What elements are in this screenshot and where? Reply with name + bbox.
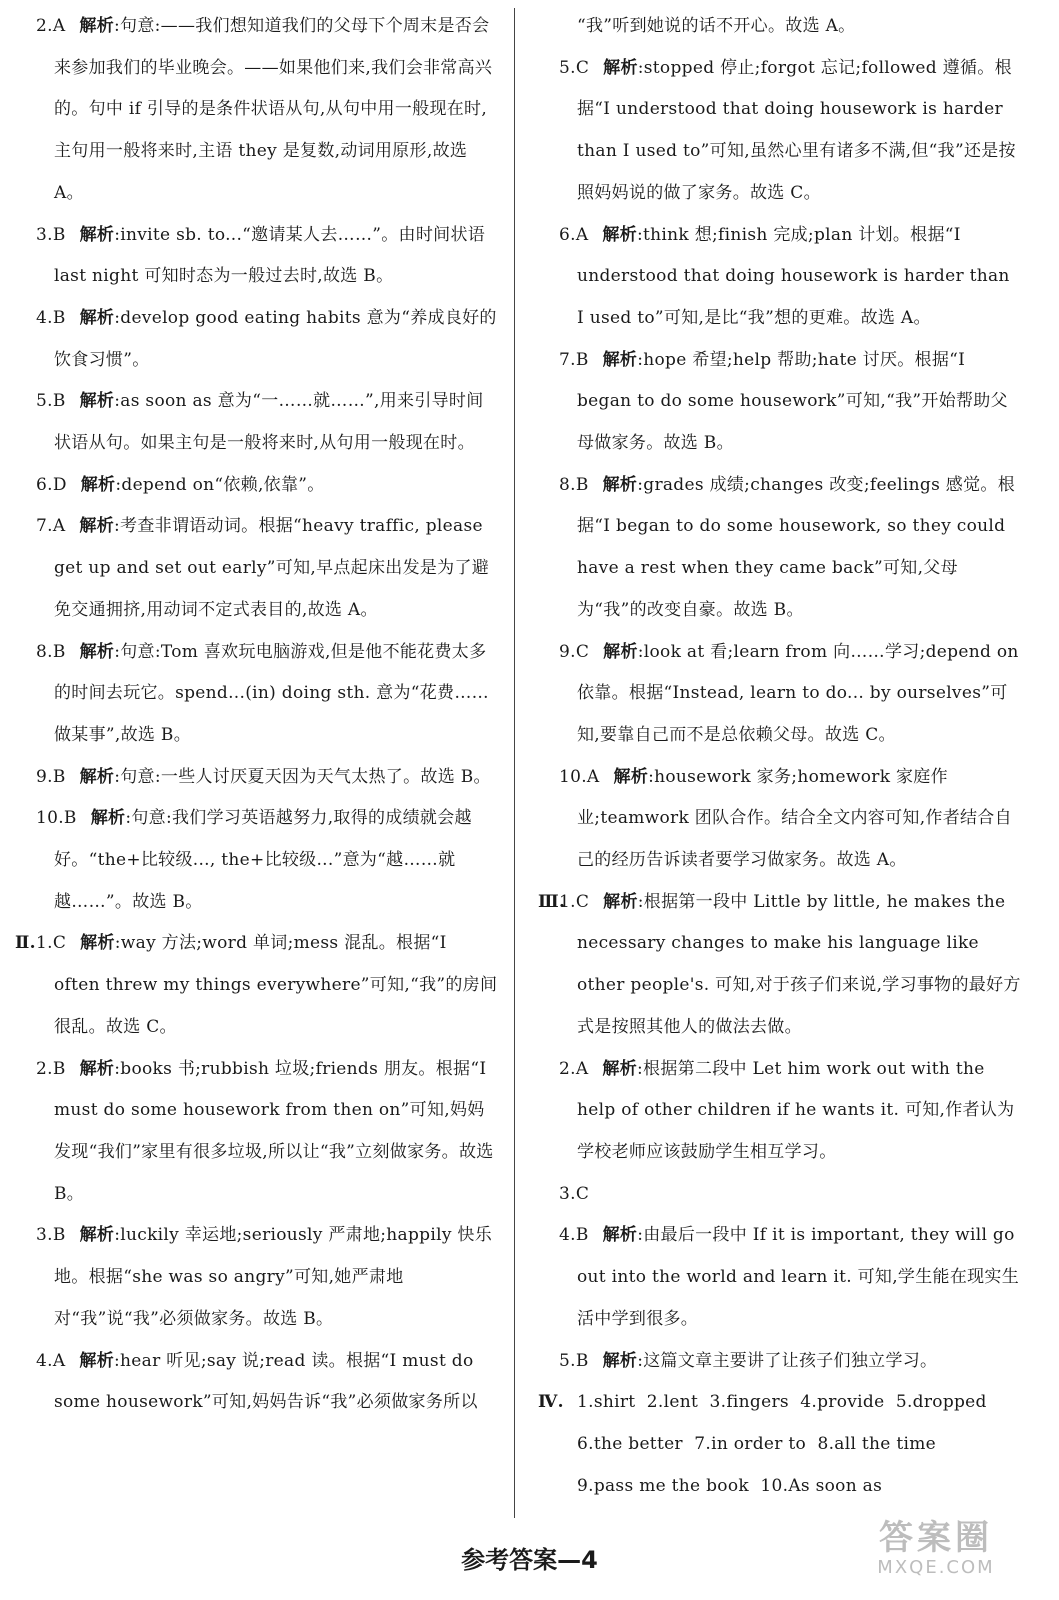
answer-item [36, 1215, 498, 1340]
analysis-keyword: 解析 [79, 307, 115, 328]
answer-text [559, 1466, 1021, 1508]
analysis-keyword: 解析 [79, 1225, 115, 1246]
analysis-keyword: 解析 [602, 224, 638, 245]
answer-number: 7.B [559, 349, 589, 370]
answer-text [36, 381, 498, 464]
column-divider [514, 8, 515, 1518]
answer-item [559, 1466, 1021, 1508]
answer-item [559, 1341, 1021, 1383]
answer-number: 7.A [36, 516, 66, 537]
answer-number: 10.A [559, 766, 600, 787]
analysis-keyword: 解析 [79, 1350, 115, 1371]
answer-text [559, 1341, 1021, 1383]
analysis-keyword: 解析 [602, 349, 638, 370]
answer-text [36, 798, 498, 923]
answer-number: 3.B [36, 1225, 66, 1246]
answer-text [36, 757, 498, 799]
explanation-text: 1.shirt 2.lent 3.fingers 4.provide 5.dropped [577, 1392, 987, 1413]
answer-item [538, 882, 1021, 1049]
answer-number: 5.B [36, 391, 66, 412]
analysis-keyword: 解析 [79, 641, 115, 662]
analysis-keyword: 解析 [602, 474, 638, 495]
explanation-text: :句意:我们学习英语越努力,取得的成绩就会越好。“the+比较级..., the+比较级...”意为“越……就越……”。故选 B。 [54, 808, 472, 912]
explanation-text: :luckily 幸运地;seriously 严肃地;happily 快乐地。根据“she was so angry”可知,她严肃地对“我”说“我”必须做家务。故选 B。 [54, 1225, 493, 1329]
answer-text [559, 340, 1021, 465]
answer-item [559, 1049, 1021, 1174]
analysis-keyword: 解析 [602, 1058, 638, 1079]
analysis-keyword: 解析 [602, 1225, 638, 1246]
page-footer: 参考答案—4 [461, 1546, 598, 1574]
watermark-text: 答案圈 [879, 1518, 993, 1558]
answer-text [36, 506, 498, 631]
section-number: Ⅳ. [538, 1392, 564, 1413]
answer-item [559, 1174, 1021, 1216]
explanation-text: :stopped 停止;forgot 忘记;followed 遵循。根据“I understood that doing housework is harder than I used to”可知,虽然心里有诸多不满,但“我”还是按照妈妈说的做了家务。故选 C。 [577, 57, 1016, 203]
answer-item [559, 465, 1021, 632]
answer-text [36, 298, 498, 381]
analysis-keyword: 解析 [80, 933, 115, 954]
explanation-text: :句意:Tom 喜欢玩电脑游戏,但是他不能花费太多的时间去玩它。spend...(in) doing sth. 意为“花费……做某事”,故选 B。 [54, 641, 489, 745]
explanation-text: :句意:一些人讨厌夏天因为天气太热了。故选 B。 [114, 766, 491, 787]
analysis-keyword: 解析 [90, 808, 126, 829]
explanation-text: :invite sb. to...“邀请某人去……”。由时间状语 last night 可知时态为一般过去时,故选 B。 [54, 224, 491, 287]
answer-text [559, 48, 1021, 215]
left-column [15, 6, 500, 1424]
answer-text [559, 632, 1025, 757]
answer-item [559, 1215, 1021, 1340]
answer-number: 4.B [36, 307, 66, 328]
explanation-text: :way 方法;word 单词;mess 混乱。根据“I often threw my things everywhere”可知,“我”的房间很乱。故选 C。 [54, 933, 498, 1037]
answer-text [559, 1424, 1021, 1466]
answer-number: 8.B [559, 474, 589, 495]
explanation-text: :depend on“依赖,依靠”。 [115, 474, 325, 495]
answer-item [559, 48, 1021, 215]
analysis-keyword: 解析 [603, 891, 638, 912]
answer-number: 1.C [559, 891, 590, 912]
answer-item [36, 381, 498, 464]
right-column [538, 6, 1025, 1507]
explanation-text: :hope 希望;help 帮助;hate 讨厌。根据“I began to do some housework”可知,“我”开始帮助父母做家务。故选 B。 [577, 349, 1008, 454]
answer-item [538, 1382, 1021, 1424]
analysis-keyword: 解析 [613, 766, 649, 787]
analysis-keyword: 解析 [79, 224, 115, 245]
section-number: Ⅲ. [538, 891, 566, 912]
answer-number: 2.B [36, 1058, 66, 1079]
answer-text [36, 6, 498, 215]
explanation-text: :根据第二段中 Let him work out with the help of other children if he wants it. 可知,作者认为学校老师应该鼓励学生相互学习。 [577, 1058, 1015, 1162]
explanation-text: :develop good eating habits 意为“养成良好的饮食习惯”。 [54, 307, 497, 370]
answer-number: 10.B [36, 808, 77, 829]
answer-text [559, 1215, 1021, 1340]
explanation-text: 6.the better 7.in order to 8.all the time [577, 1433, 937, 1454]
analysis-keyword: 解析 [79, 516, 115, 537]
analysis-keyword: 解析 [602, 1350, 638, 1371]
answer-item [36, 1341, 498, 1424]
answer-text [36, 632, 498, 757]
answer-number: 6.A [559, 224, 589, 245]
answer-text [559, 6, 1021, 48]
analysis-keyword: 解析 [603, 641, 638, 662]
explanation-text: :hear 听见;say 说;read 读。根据“I must do some housework”可知,妈妈告诉“我”必须做家务所以 [54, 1350, 480, 1413]
analysis-keyword: 解析 [79, 766, 115, 787]
explanation-text: :books 书;rubbish 垃圾;friends 朋友。根据“I must do some housework from then on”可知,妈妈发现“我们”家里有很多垃圾,所以让“我”立刻做家务。故选 B。 [54, 1058, 500, 1204]
answer-text [559, 1174, 1021, 1216]
explanation-text: :这篇文章主要讲了让孩子们独立学习。 [637, 1350, 938, 1371]
answer-item [559, 632, 1025, 757]
explanation-text: :grades 成绩;changes 改变;feelings 感觉。根据“I began to do some housework, so they could have a rest when they came back”可知,父母为“我”的改变自豪。故选 B。 [577, 474, 1016, 620]
explanation-text: :as soon as 意为“一……就……”,用来引导时间状语从句。如果主句是一般将来时,从句用一般现在时。 [54, 391, 484, 454]
answer-item [36, 632, 498, 757]
watermark-url: MXQE.COM [877, 1557, 995, 1578]
answer-text [559, 757, 1021, 882]
answer-item [559, 757, 1021, 882]
answer-number: 8.B [36, 641, 66, 662]
answer-number: 9.B [36, 766, 66, 787]
answer-number: 5.B [559, 1350, 589, 1371]
answer-number: 4.A [36, 1350, 66, 1371]
answer-number: 3.B [36, 224, 66, 245]
analysis-keyword: 解析 [603, 57, 638, 78]
answer-number: 2.A [559, 1058, 589, 1079]
answer-item [36, 757, 498, 799]
answer-item [36, 1049, 498, 1216]
answer-text [559, 1049, 1021, 1174]
analysis-keyword: 解析 [80, 474, 116, 495]
answer-number: 2.A [36, 16, 66, 36]
explanation-text: :think 想;finish 完成;plan 计划。根据“I understood that doing housework is harder than I used to”可知,是比“我”想的更难。故选 A。 [577, 224, 1016, 328]
answer-item [559, 1424, 1021, 1466]
watermark-logo [841, 1518, 1031, 1582]
explanation-text: :look at 看;learn from 向……学习;depend on 依靠。根据“Instead, learn to do... by ourselves”可知,要靠自己而不是总依赖父母。故选 C。 [577, 641, 1025, 745]
analysis-keyword: 解析 [79, 16, 115, 36]
explanation-text: :housework 家务;homework 家庭作业;teamwork 团队合作。结合全文内容可知,作者结合自己的经历告诉读者要学习做家务。故选 A。 [577, 766, 1012, 871]
answer-item [36, 506, 498, 631]
answer-number: 9.C [559, 641, 590, 662]
explanation-text: “我”听到她说的话不开心。故选 A。 [577, 16, 856, 36]
analysis-keyword: 解析 [79, 1058, 115, 1079]
answer-item [36, 298, 498, 381]
answer-number: 5.C [559, 57, 590, 78]
answer-text [559, 465, 1021, 632]
answer-text [36, 1215, 498, 1340]
explanation-text: :由最后一段中 If it is important, they will go out into the world and learn it. 可知,学生能在现实生活中学到很多。 [577, 1225, 1021, 1329]
explanation-text: 9.pass me the book 10.As soon as [577, 1475, 883, 1496]
answer-item [15, 923, 498, 1048]
explanation-text: :考查非谓语动词。根据“heavy traffic, please get up and set out early”可知,早点起床出发是为了避免交通拥挤,用动词不定式表目的,故选 A。 [54, 516, 490, 620]
explanation-text: :根据第一段中 Little by little, he makes the necessary changes to make his language like other people's. 可知,对于孩子们来说,学习事物的最好方式是按照其他人的做法去做。 [577, 891, 1021, 1037]
answer-item [36, 465, 498, 507]
answer-text [36, 215, 498, 298]
answer-text [36, 1049, 498, 1216]
answer-item [559, 6, 1021, 48]
explanation-text: :句意:——我们想知道我们的父母下个周末是否会来参加我们的毕业晚会。——如果他们来,我们会非常高兴的。句中 if 引导的是条件状语从句,从句中用一般现在时,主句用一般将来时,主语 they 是复数,动词用原形,故选 A。 [54, 16, 493, 203]
analysis-keyword: 解析 [79, 391, 115, 412]
answer-number: 1.C [36, 933, 67, 954]
answer-text [559, 1382, 1021, 1424]
answer-item [559, 215, 1021, 340]
answer-text [559, 215, 1021, 340]
answer-number: 3.C [559, 1183, 590, 1204]
answer-text [36, 1341, 498, 1424]
answer-text [36, 465, 498, 507]
answer-number: 6.D [36, 474, 67, 495]
answer-text [36, 923, 498, 1048]
answer-text [559, 882, 1021, 1049]
section-number: Ⅱ. [15, 933, 36, 954]
answer-item [36, 215, 498, 298]
answer-item [36, 798, 498, 923]
answer-item [36, 6, 498, 215]
answer-number: 4.B [559, 1225, 589, 1246]
answer-item [559, 340, 1021, 465]
